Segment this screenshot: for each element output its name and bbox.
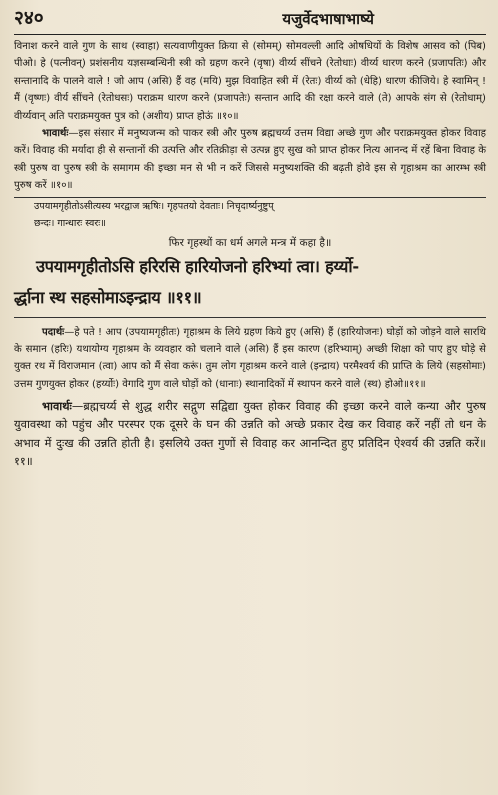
previous-bhavartha [14,125,486,195]
rishi-devata-line: उपयामगृहीतोऽसीत्यस्य भरद्वाज ऋषिः। गृहपतयो देवताः। निचृदार्ष्यनुष्टुप् [34,200,274,212]
page-number: २४० [14,7,44,29]
padartha-label: पदार्थः [42,326,65,338]
bhavartha-paragraph [14,397,486,470]
padartha-text: —हे पते ! आप (उपयामगृहीतः) गृहाश्रम के लिये ग्रहण किये हुए (असि) हैं (हारियोजनः) घोड़ों को जोड़ने वाले सारथि के समान (हरिः) यथायोग्य गृहाश्रम के व्यवहार को चलाने वाले (असि) हैं इस कारण (हरिभ्याम्) अच्छी शिक्षा को पाए हुए घोड़े से युक्त रथ में विराजमान (त्वा) आप को मैं सेवा करूं। तुम लोग गृहाश्रम करने वाले (इन्द्राय) परमैश्वर्य की प्राप्ति के लिये (सहसोमाः) उत्तम गुणयुक्त होकर (हर्य्योः) वेगादि गुण वाले घोड़ों को (धानाः) स्थानादिकों में स्थापन करने वाले (स्थ) होओ॥११॥ [14,326,486,390]
header-rule [14,34,486,35]
mantra-line-1: उपयामगृहीतोऽसि हरिरसि हारियोजनो हरिभ्यां त्वा। हर्य्यो- [36,256,359,276]
running-title: यजुर्वेदभाषाभाष्ये [282,10,374,28]
mantra-rule [14,317,486,318]
mantra-line-2: र्द्धाना स्थ सहसोमाऽइन्द्राय ॥११॥ [14,287,202,307]
section-note: फिर गृहस्थों का धर्म अगले मन्त्र में कहा है॥ [168,236,332,249]
bhavartha-text: —ब्रह्मचर्य्य से शुद्ध शरीर सद्गुण सद्विद्या युक्त होकर विवाह की इच्छा करने वाले कन्या और पुरुष युवावस्था को पहुंच और परस्पर एक दूसरे के घन की उन्नति को अच्छे प्रकार देख कर विवाह करें नहीं तो धन के अभाव में दुःख की उन्नति होती है। इसलिये उक्त गुणों से विवाह कर आनन्दित हुए प्रतिदिन ऐश्वर्य की उन्नति करें॥११॥ [14,399,486,468]
chhanda-svara-line: छन्दः। गान्धारः स्वरः॥ [34,217,106,229]
previous-bhavartha-label: भावार्थः [42,128,69,140]
previous-mantra-commentary: विनाश करने वाले गुण के साथ (स्वाहा) सत्यवाणीयुक्त क्रिया से (सोमम्) सोमवल्ली आदि ओषधियों के विशेष आसव को (पिब) पीओ। हे (पत्नीवन्) प्रशंसनीय यज्ञसम्बन्धिनी स्त्री को ग्रहण करने (वृषा) वीर्य्य सींचने (रेतोधाः) वीर्य्य धारण करने (प्रजापतिः) और सन्तानादि के पालने वाले ! जो आप (असि) हैं वह (मयि) मुझ विवाहित स्त्री में (रेतः) वीर्य्य को (धेहि) धारण कीजिये। हे स्वामिन् ! मैं (वृष्णः) वीर्य सींचने (रेतोधसः) पराक्रम धारण करने (प्रजापतेः) सन्तान आदि की रक्षा करने वाले (ते) आपके संग से (रेतोधाम्) वीर्य्यवान् अति पराक्रमयुक्त पुत्र को (अशीय) प्राप्त होऊं ॥१०॥ [14,41,486,122]
bhavartha-label: भावार्थः [42,399,72,414]
padartha-paragraph [14,324,486,394]
previous-bhavartha-text: —इस संसार में मनुष्यजन्म को पाकर स्त्री और पुरुष ब्रह्मचर्य्य उत्तम विद्या अच्छे गुण और पराक्रमयुक्त होकर विवाह करें। विवाह की मर्यादा ही से सन्तानों की उत्पत्ति और रतिक्रीड़ा से उत्पन्न हुए सुख को प्राप्त होकर नित्य आनन्द में रहें बिना विवाह के स्त्री पुरुष वा पुरुष स्त्री के समागम की इच्छा मन से भी न करें जिससे मनुष्यशक्ति की बढ़ती होवे इस से गृहाश्रम का आरम्भ स्त्री पुरुष करें ॥१०॥ [14,128,486,192]
page-header [14,4,486,34]
